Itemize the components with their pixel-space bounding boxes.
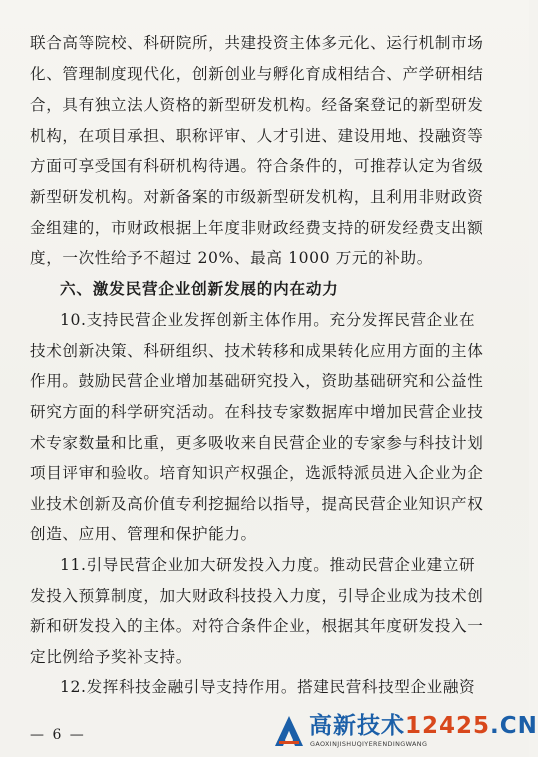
body-line-2: 化、管理制度现代化，创新创业与孵化育成相结合、产学研相结 [30, 65, 484, 83]
watermark-title-part2: 12425 [405, 713, 491, 739]
site-watermark [273, 712, 538, 754]
watermark-title [309, 713, 538, 739]
body-line-20: 新和研发投入的主体。对符合条件企业，根据其年度研发投入一 [30, 617, 484, 635]
body-line-22: 12.发挥科技金融引导支持作用。搭建民营科技型企业融资 [60, 678, 476, 696]
body-line-12: 作用。鼓励民营企业增加基础研究投入，资助基础研究和公益性 [30, 372, 484, 390]
body-line-8: 度，一次性给予不超过 20%、最高 1000 万元的补助。 [30, 249, 433, 267]
body-line-18: 11.引导民营企业加大研发投入力度。推动民营企业建立研 [60, 556, 476, 574]
body-line-5: 方面可享受国有科研机构待遇。符合条件的，可推荐认定为省级 [30, 157, 484, 175]
watermark-subtitle: GAOXINJISHUQIYERENDINGWANG [310, 740, 428, 748]
body-line-3: 合，具有独立法人资格的新型研发机构。经备案登记的新型研发 [30, 96, 484, 114]
body-line-21: 定比例给予奖补支持。 [30, 648, 192, 666]
body-line-14: 术专家数量和比重，更多吸收来自民营企业的专家参与科技计划 [30, 434, 484, 452]
body-line-6: 新型研发机构。对新备案的市级新型研发机构，且利用非财政资 [30, 188, 484, 206]
body-line-1: 联合高等院校、科研院所，共建投资主体多元化、运行机制市场 [30, 34, 484, 52]
body-line-10: 10.支持民营企业发挥创新主体作用。充分发挥民营企业在 [60, 311, 476, 329]
body-line-17: 创造、应用、管理和保护能力。 [30, 525, 257, 543]
watermark-logo-icon [273, 714, 305, 748]
body-line-15: 项目评审和验收。培育知识产权强企，选派特派员进入企业为企 [30, 464, 484, 482]
body-line-19: 发投入预算制度，加大财政科技投入力度，引导企业成为技术创 [30, 587, 484, 605]
section-heading: 六、激发民营企业创新发展的内在动力 [60, 280, 339, 298]
body-line-7: 金组建的，市财政根据上年度非财政经费支持的研发经费支出额 [30, 219, 484, 237]
watermark-title-part3: .CN [490, 713, 538, 739]
body-line-13: 研究方面的科学研究活动。在科技专家数据库中增加民营企业技 [30, 403, 484, 421]
body-line-11: 技术创新决策、科研组织、技术转移和成果转化应用方面的主体 [30, 342, 484, 360]
body-line-16: 业技术创新及高价值专利挖掘给以指导，提高民营企业知识产权 [30, 495, 484, 513]
body-line-4: 机构，在项目承担、职称评审、人才引进、建设用地、投融资等 [30, 127, 484, 145]
watermark-title-part1: 高新技术 [309, 713, 405, 739]
page-number: — 6 — [30, 727, 86, 743]
